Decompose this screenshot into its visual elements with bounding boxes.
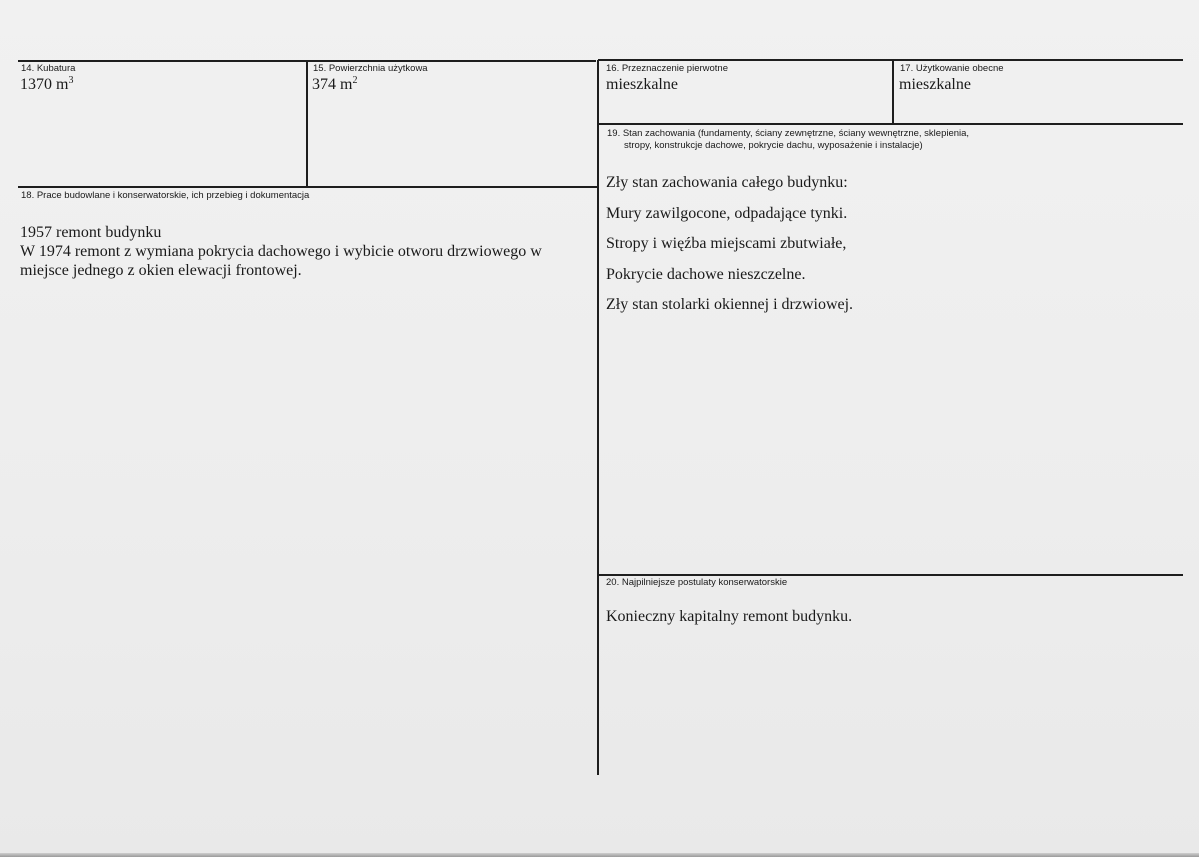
stan-line-5: Zły stan stolarki okiennej i drzwiowej.: [606, 296, 854, 313]
prace-label: 18. Prace budowlane i konserwatorskie, ich przebieg i dokumentacja: [21, 190, 310, 201]
stan-line-4: Pokrycie dachowe nieszczelne.: [606, 265, 806, 283]
prace-description: [20, 223, 592, 280]
stan-label-line2: stropy, konstrukcje dachowe, pokrycie dachu, wyposażenie i instalacje): [624, 140, 923, 151]
kubatura-value: [20, 76, 73, 94]
prace-line-1: 1957 remont budynku: [20, 224, 162, 241]
stan-description: [606, 173, 1176, 326]
divider-16-17: [892, 60, 894, 124]
kubatura-exponent: 3: [68, 75, 74, 86]
center-divider: [597, 60, 599, 775]
stan-label-line1: 19. Stan zachowania (fundamenty, ściany zewnętrzne, ściany wewnętrzne, sklepienia,: [607, 128, 970, 139]
stan-line-2: Mury zawilgocone, odpadające tynki.: [606, 204, 848, 222]
powierzchnia-value: [312, 76, 357, 94]
przeznaczenie-label: 16. Przeznaczenie pierwotne: [606, 63, 728, 74]
postulaty-value: Konieczny kapitalny remont budynku.: [606, 608, 853, 625]
prace-line-3: miejsce jednego z okien elewacji frontowej.: [20, 262, 302, 279]
divider-14-15: [306, 60, 308, 187]
kubatura-label: 14. Kubatura: [21, 63, 76, 74]
rule-above-19: [598, 123, 1183, 125]
prace-line-2: W 1974 remont z wymiana pokrycia dachowego i wybicie otworu drzwiowego w: [20, 243, 542, 260]
kubatura-number: 1370 m: [20, 76, 69, 93]
przeznaczenie-value: mieszkalne: [606, 76, 678, 93]
postulaty-label: 20. Najpilniejsze postulaty konserwatorskie: [606, 577, 788, 588]
rule-above-20: [598, 574, 1183, 576]
powierzchnia-label: 15. Powierzchnia użytkowa: [313, 63, 428, 74]
powierzchnia-number: 374 m: [312, 76, 353, 93]
uzytkowanie-label: 17. Użytkowanie obecne: [900, 63, 1004, 74]
stan-line-1: Zły stan zachowania całego budynku:: [606, 174, 848, 191]
page-bottom-edge: [0, 853, 1199, 857]
rule-above-18: [18, 186, 598, 188]
uzytkowanie-value: mieszkalne: [899, 76, 971, 93]
stan-line-3: Stropy i więźba miejscami zbutwiałe,: [606, 235, 847, 252]
powierzchnia-exponent: 2: [352, 75, 358, 86]
top-rule-right: [598, 59, 1183, 61]
